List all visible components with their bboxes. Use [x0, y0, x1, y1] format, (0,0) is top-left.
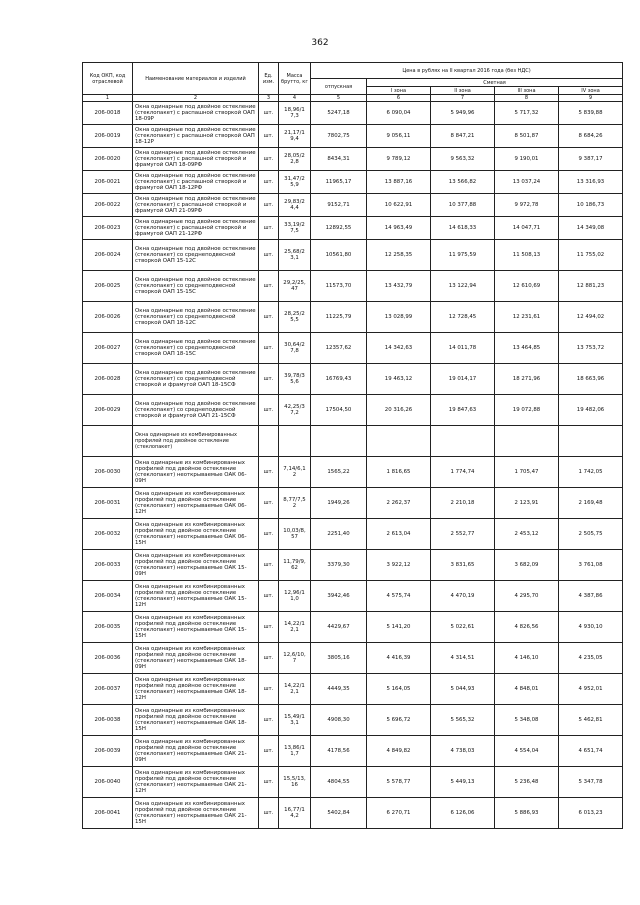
- cell-zone-4-price: 6 013,23: [559, 798, 623, 829]
- header-zone-1: I зона: [367, 87, 431, 95]
- column-number-row: [83, 95, 623, 102]
- table-row: [83, 125, 623, 148]
- cell-name: Окна одинарные из комбинированных профилей под двойное остекление (стеклопакет) неоткрываемые ОАК 06-09Н: [133, 457, 259, 488]
- header-unit: Ед. изм.: [259, 63, 279, 95]
- cell-name: Окна одинарные под двойное остекление (стеклопакет) с распашной створкой ОАП 18-09Р: [133, 102, 259, 125]
- cell-zone-4-price: 5 462,81: [559, 705, 623, 736]
- cell-zone-3-price: 14 047,71: [495, 217, 559, 240]
- cell-unit: шт.: [259, 705, 279, 736]
- cell-release-price: 1949,26: [311, 488, 367, 519]
- cell-mass: 15,5/13, 16: [279, 767, 311, 798]
- cell-unit: шт.: [259, 102, 279, 125]
- cell-release-price: 3379,30: [311, 550, 367, 581]
- cell-zone-1-price: 9 789,12: [367, 148, 431, 171]
- cell-code: 206-0040: [83, 767, 133, 798]
- empty-cell: [431, 426, 495, 457]
- cell-zone-2-price: 4 470,19: [431, 581, 495, 612]
- cell-zone-1-price: 14 963,49: [367, 217, 431, 240]
- cell-mass: 29,83/2 4,4: [279, 194, 311, 217]
- cell-name: Окна одинарные из комбинированных профилей под двойное остекление (стеклопакет) неоткрываемые ОАК 18-15Н: [133, 705, 259, 736]
- cell-unit: шт.: [259, 240, 279, 271]
- table-row: [83, 643, 623, 674]
- cell-release-price: 8434,31: [311, 148, 367, 171]
- cell-mass: 14,22/1 2,1: [279, 612, 311, 643]
- cell-zone-4-price: 4 651,74: [559, 736, 623, 767]
- cell-code: 206-0030: [83, 457, 133, 488]
- table-row: [83, 395, 623, 426]
- cell-zone-3-price: 3 682,09: [495, 550, 559, 581]
- table-body: [83, 102, 623, 829]
- cell-zone-2-price: 5 949,96: [431, 102, 495, 125]
- cell-zone-2-price: 4 314,51: [431, 643, 495, 674]
- cell-zone-3-price: 4 295,70: [495, 581, 559, 612]
- cell-zone-3-price: 5 886,93: [495, 798, 559, 829]
- cell-code: 206-0037: [83, 674, 133, 705]
- cell-zone-4-price: 4 952,01: [559, 674, 623, 705]
- cell-code: 206-0028: [83, 364, 133, 395]
- cell-code: 206-0021: [83, 171, 133, 194]
- cell-zone-1-price: 19 463,12: [367, 364, 431, 395]
- column-number: 1: [83, 95, 133, 102]
- cell-zone-1-price: 1 816,65: [367, 457, 431, 488]
- cell-zone-3-price: 4 146,10: [495, 643, 559, 674]
- header-zone-2: II зона: [431, 87, 495, 95]
- cell-zone-1-price: 5 578,77: [367, 767, 431, 798]
- table-row: [83, 240, 623, 271]
- table-row: [83, 171, 623, 194]
- cell-zone-3-price: 4 826,56: [495, 612, 559, 643]
- table-row: [83, 302, 623, 333]
- cell-zone-4-price: 19 482,06: [559, 395, 623, 426]
- table-row: [83, 488, 623, 519]
- cell-zone-1-price: 5 164,05: [367, 674, 431, 705]
- cell-mass: 10,03/8, 57: [279, 519, 311, 550]
- cell-zone-4-price: 5 347,78: [559, 767, 623, 798]
- cell-zone-2-price: 5 565,32: [431, 705, 495, 736]
- cell-zone-4-price: 13 316,93: [559, 171, 623, 194]
- cell-release-price: 11573,70: [311, 271, 367, 302]
- cell-unit: шт.: [259, 798, 279, 829]
- cell-zone-4-price: 10 186,73: [559, 194, 623, 217]
- cell-name: Окна одинарные из комбинированных профилей под двойное остекление (стеклопакет) неоткрываемые ОАК 18-12Н: [133, 674, 259, 705]
- cell-mass: 13,86/1 1,7: [279, 736, 311, 767]
- cell-mass: 12,96/1 1,0: [279, 581, 311, 612]
- cell-zone-3-price: 2 123,91: [495, 488, 559, 519]
- cell-zone-4-price: 2 169,48: [559, 488, 623, 519]
- table-row: [83, 364, 623, 395]
- cell-zone-1-price: 4 849,82: [367, 736, 431, 767]
- cell-unit: шт.: [259, 519, 279, 550]
- table-header: [83, 63, 623, 102]
- cell-zone-2-price: 2 210,18: [431, 488, 495, 519]
- cell-name: Окна одинарные из комбинированных профилей под двойное остекление (стеклопакет) неоткрываемые ОАК 15-12Н: [133, 581, 259, 612]
- cell-name: Окна одинарные из комбинированных профилей под двойное остекление (стеклопакет) неоткрываемые ОАК 06-12Н: [133, 488, 259, 519]
- cell-zone-2-price: 1 774,74: [431, 457, 495, 488]
- table-row: [83, 767, 623, 798]
- cell-zone-1-price: 6 090,04: [367, 102, 431, 125]
- cell-code: 206-0024: [83, 240, 133, 271]
- table-row: [83, 194, 623, 217]
- cell-mass: 28,05/2 2,8: [279, 148, 311, 171]
- empty-cell: [83, 426, 133, 457]
- cell-release-price: 4429,67: [311, 612, 367, 643]
- empty-cell: [495, 426, 559, 457]
- cell-zone-4-price: 8 684,26: [559, 125, 623, 148]
- header-name: Наименование материалов и изделий: [133, 63, 259, 95]
- cell-name: Окна одинарные из комбинированных профилей под двойное остекление (стеклопакет) неоткрываемые ОАК 15-09Н: [133, 550, 259, 581]
- cell-zone-2-price: 5 022,61: [431, 612, 495, 643]
- cell-code: 206-0035: [83, 612, 133, 643]
- cell-zone-2-price: 11 975,59: [431, 240, 495, 271]
- cell-zone-4-price: 9 387,17: [559, 148, 623, 171]
- cell-name: Окна одинарные под двойное остекление (стеклопакет) с распашной створкой и фрамугой ОАП 18-09РФ: [133, 148, 259, 171]
- cell-zone-1-price: 3 922,12: [367, 550, 431, 581]
- cell-unit: шт.: [259, 171, 279, 194]
- cell-mass: 28,25/2 5,5: [279, 302, 311, 333]
- cell-unit: шт.: [259, 395, 279, 426]
- cell-mass: 16,77/1 4,2: [279, 798, 311, 829]
- cell-zone-2-price: 10 377,88: [431, 194, 495, 217]
- cell-code: 206-0026: [83, 302, 133, 333]
- cell-unit: шт.: [259, 302, 279, 333]
- cell-zone-4-price: 2 505,75: [559, 519, 623, 550]
- cell-release-price: 4449,35: [311, 674, 367, 705]
- cell-unit: шт.: [259, 581, 279, 612]
- cell-code: 206-0029: [83, 395, 133, 426]
- cell-zone-2-price: 5 449,13: [431, 767, 495, 798]
- page-number: 362: [311, 38, 329, 48]
- cell-mass: 21,17/1 9,4: [279, 125, 311, 148]
- cell-unit: шт.: [259, 194, 279, 217]
- cell-zone-3-price: 12 231,61: [495, 302, 559, 333]
- cell-name: Окна одинарные под двойное остекление (стеклопакет) со среднеподвесной створкой ОАП 15-15С: [133, 271, 259, 302]
- cell-zone-4-price: 1 742,05: [559, 457, 623, 488]
- cell-zone-2-price: 13 566,82: [431, 171, 495, 194]
- cell-zone-3-price: 5 717,32: [495, 102, 559, 125]
- cell-code: 206-0018: [83, 102, 133, 125]
- cell-unit: шт.: [259, 488, 279, 519]
- cell-name: Окна одинарные под двойное остекление (стеклопакет) с распашной створкой и фрамугой ОАП 21-12РФ: [133, 217, 259, 240]
- column-number: 4: [279, 95, 311, 102]
- cell-zone-1-price: 10 622,91: [367, 194, 431, 217]
- cell-release-price: 17504,50: [311, 395, 367, 426]
- table-row: [83, 550, 623, 581]
- header-zone-4: IV зона: [559, 87, 623, 95]
- cell-zone-3-price: 19 072,88: [495, 395, 559, 426]
- cell-zone-3-price: 5 236,48: [495, 767, 559, 798]
- cell-zone-3-price: 5 348,08: [495, 705, 559, 736]
- cell-release-price: 3805,16: [311, 643, 367, 674]
- cell-name: Окна одинарные из комбинированных профилей под двойное остекление (стеклопакет) неоткрываемые ОАК 21-09Н: [133, 736, 259, 767]
- cell-release-price: 9152,71: [311, 194, 367, 217]
- cell-name: Окна одинарные из комбинированных профилей под двойное остекление (стеклопакет) неоткрываемые ОАК 15-15Н: [133, 612, 259, 643]
- table-row: [83, 705, 623, 736]
- cell-release-price: 12357,62: [311, 333, 367, 364]
- cell-code: 206-0033: [83, 550, 133, 581]
- table-row: [83, 333, 623, 364]
- cell-unit: шт.: [259, 736, 279, 767]
- cell-code: 206-0039: [83, 736, 133, 767]
- cell-unit: шт.: [259, 148, 279, 171]
- column-number: 5: [311, 95, 367, 102]
- table-row: [83, 736, 623, 767]
- cell-mass: 7,14/6,1 2: [279, 457, 311, 488]
- cell-unit: шт.: [259, 364, 279, 395]
- cell-mass: 31,47/2 5,9: [279, 171, 311, 194]
- cell-zone-4-price: 12 494,02: [559, 302, 623, 333]
- empty-cell: [311, 426, 367, 457]
- header-price-group: Цена в рублях на II квартал 2016 года (без НДС): [311, 63, 623, 79]
- header-release: отпускная: [311, 79, 367, 95]
- cell-zone-1-price: 6 270,71: [367, 798, 431, 829]
- cell-zone-3-price: 8 501,87: [495, 125, 559, 148]
- cell-name: Окна одинарные под двойное остекление (стеклопакет) со среднеподвесной створкой ОАП 15-12С: [133, 240, 259, 271]
- empty-cell: [559, 426, 623, 457]
- cell-zone-4-price: 4 930,10: [559, 612, 623, 643]
- table-row: [83, 519, 623, 550]
- cell-unit: шт.: [259, 333, 279, 364]
- cell-zone-2-price: 9 563,32: [431, 148, 495, 171]
- cell-zone-1-price: 4 416,39: [367, 643, 431, 674]
- cell-release-price: 2251,40: [311, 519, 367, 550]
- cell-name: Окна одинарные под двойное остекление (стеклопакет) со среднеподвесной створкой ОАП 18-12С: [133, 302, 259, 333]
- cell-zone-4-price: 4 387,86: [559, 581, 623, 612]
- cell-zone-4-price: 13 753,72: [559, 333, 623, 364]
- cell-unit: шт.: [259, 767, 279, 798]
- cell-release-price: 3942,46: [311, 581, 367, 612]
- cell-zone-2-price: 2 552,77: [431, 519, 495, 550]
- cell-zone-3-price: 4 848,01: [495, 674, 559, 705]
- column-number: 8: [495, 95, 559, 102]
- cell-mass: 12,6/10, 7: [279, 643, 311, 674]
- cell-release-price: 12892,55: [311, 217, 367, 240]
- header-mass: Масса брутто, кг: [279, 63, 311, 95]
- cell-zone-1-price: 2 262,37: [367, 488, 431, 519]
- cell-unit: шт.: [259, 550, 279, 581]
- cell-code: 206-0038: [83, 705, 133, 736]
- cell-release-price: 7802,75: [311, 125, 367, 148]
- cell-unit: шт.: [259, 674, 279, 705]
- cell-zone-1-price: 5 141,20: [367, 612, 431, 643]
- cell-code: 206-0019: [83, 125, 133, 148]
- cell-zone-2-price: 3 831,65: [431, 550, 495, 581]
- cell-mass: 18,96/1 7,3: [279, 102, 311, 125]
- cell-name: Окна одинарные из комбинированных профилей под двойное остекление (стеклопакет) неоткрываемые ОАК 06-15Н: [133, 519, 259, 550]
- cell-zone-1-price: 13 028,99: [367, 302, 431, 333]
- cell-mass: 39,78/3 5,6: [279, 364, 311, 395]
- cell-release-price: 16769,43: [311, 364, 367, 395]
- cell-zone-2-price: 5 044,93: [431, 674, 495, 705]
- cell-zone-2-price: 8 847,21: [431, 125, 495, 148]
- cell-zone-1-price: 12 258,35: [367, 240, 431, 271]
- column-number: 3: [259, 95, 279, 102]
- cell-mass: 14,22/1 2,1: [279, 674, 311, 705]
- price-table: [82, 62, 623, 829]
- cell-zone-4-price: 11 755,02: [559, 240, 623, 271]
- cell-zone-1-price: 9 056,11: [367, 125, 431, 148]
- table-row: [83, 217, 623, 240]
- cell-code: 206-0031: [83, 488, 133, 519]
- section-row: [83, 426, 623, 457]
- cell-mass: 8,77/7,5 2: [279, 488, 311, 519]
- column-number: 2: [133, 95, 259, 102]
- cell-unit: шт.: [259, 271, 279, 302]
- cell-mass: 15,49/1 3,1: [279, 705, 311, 736]
- cell-code: 206-0041: [83, 798, 133, 829]
- cell-mass: 30,64/2 7,8: [279, 333, 311, 364]
- cell-release-price: 5402,84: [311, 798, 367, 829]
- cell-release-price: 11965,17: [311, 171, 367, 194]
- cell-release-price: 11225,79: [311, 302, 367, 333]
- cell-release-price: 5247,18: [311, 102, 367, 125]
- cell-name: Окна одинарные под двойное остекление (стеклопакет) со среднеподвесной створкой и фрамугой ОАП 18-15СФ: [133, 364, 259, 395]
- cell-unit: шт.: [259, 217, 279, 240]
- table-row: [83, 581, 623, 612]
- cell-name: Окна одинарные из комбинированных профилей под двойное остекление (стеклопакет) неоткрываемые ОАК 21-12Н: [133, 767, 259, 798]
- cell-zone-2-price: 14 011,78: [431, 333, 495, 364]
- cell-zone-1-price: 2 613,04: [367, 519, 431, 550]
- column-number: 9: [559, 95, 623, 102]
- column-number: 6: [367, 95, 431, 102]
- cell-release-price: 4908,30: [311, 705, 367, 736]
- cell-unit: шт.: [259, 125, 279, 148]
- cell-zone-4-price: 18 663,96: [559, 364, 623, 395]
- cell-zone-4-price: 4 235,05: [559, 643, 623, 674]
- cell-zone-2-price: 6 126,06: [431, 798, 495, 829]
- cell-unit: шт.: [259, 612, 279, 643]
- cell-zone-4-price: 12 881,23: [559, 271, 623, 302]
- cell-release-price: 1565,22: [311, 457, 367, 488]
- empty-cell: [259, 426, 279, 457]
- cell-zone-2-price: 14 618,33: [431, 217, 495, 240]
- cell-zone-4-price: 14 349,08: [559, 217, 623, 240]
- cell-zone-3-price: 12 610,69: [495, 271, 559, 302]
- cell-mass: 42,25/3 7,2: [279, 395, 311, 426]
- cell-mass: 11,79/9, 62: [279, 550, 311, 581]
- table-row: [83, 457, 623, 488]
- cell-code: 206-0036: [83, 643, 133, 674]
- cell-release-price: 4178,56: [311, 736, 367, 767]
- cell-name: Окна одинарные под двойное остекление (стеклопакет) со среднеподвесной створкой и фрамугой ОАП 21-15СФ: [133, 395, 259, 426]
- cell-zone-3-price: 2 453,12: [495, 519, 559, 550]
- table-row: [83, 674, 623, 705]
- empty-cell: [279, 426, 311, 457]
- section-title: Окна одинарные из комбинированных профилей под двойное остекление (стеклопакет): [133, 426, 259, 457]
- cell-mass: 25,68/2 3,1: [279, 240, 311, 271]
- cell-zone-3-price: 13 037,24: [495, 171, 559, 194]
- cell-zone-3-price: 4 554,04: [495, 736, 559, 767]
- table-row: [83, 798, 623, 829]
- cell-code: 206-0020: [83, 148, 133, 171]
- cell-zone-1-price: 14 342,63: [367, 333, 431, 364]
- header-estimate: Сметная: [367, 79, 623, 87]
- cell-release-price: 4804,55: [311, 767, 367, 798]
- cell-zone-3-price: 11 508,13: [495, 240, 559, 271]
- cell-code: 206-0027: [83, 333, 133, 364]
- cell-name: Окна одинарные под двойное остекление (стеклопакет) со среднеподвесной створкой ОАП 18-15С: [133, 333, 259, 364]
- cell-zone-3-price: 9 190,01: [495, 148, 559, 171]
- cell-unit: шт.: [259, 643, 279, 674]
- cell-mass: 29,2/25, 47: [279, 271, 311, 302]
- cell-unit: шт.: [259, 457, 279, 488]
- cell-zone-1-price: 5 696,72: [367, 705, 431, 736]
- cell-name: Окна одинарные под двойное остекление (стеклопакет) с распашной створкой и фрамугой ОАП 18-12РФ: [133, 171, 259, 194]
- header-code: Код ОКП, код отраслевой: [83, 63, 133, 95]
- cell-code: 206-0032: [83, 519, 133, 550]
- table-row: [83, 148, 623, 171]
- cell-zone-2-price: 13 122,94: [431, 271, 495, 302]
- cell-name: Окна одинарные под двойное остекление (стеклопакет) с распашной створкой ОАП 18-12Р: [133, 125, 259, 148]
- cell-zone-3-price: 1 705,47: [495, 457, 559, 488]
- column-number: 7: [431, 95, 495, 102]
- cell-zone-2-price: 19 847,63: [431, 395, 495, 426]
- cell-zone-4-price: 3 761,08: [559, 550, 623, 581]
- cell-zone-1-price: 4 575,74: [367, 581, 431, 612]
- table-row: [83, 102, 623, 125]
- cell-zone-2-price: 4 738,03: [431, 736, 495, 767]
- cell-zone-4-price: 5 839,88: [559, 102, 623, 125]
- cell-zone-2-price: 19 014,17: [431, 364, 495, 395]
- cell-zone-3-price: 18 271,96: [495, 364, 559, 395]
- cell-name: Окна одинарные из комбинированных профилей под двойное остекление (стеклопакет) неоткрываемые ОАК 18-09Н: [133, 643, 259, 674]
- cell-release-price: 10561,80: [311, 240, 367, 271]
- empty-cell: [367, 426, 431, 457]
- cell-zone-3-price: 9 972,78: [495, 194, 559, 217]
- cell-zone-1-price: 13 432,79: [367, 271, 431, 302]
- table-row: [83, 612, 623, 643]
- cell-zone-1-price: 20 316,26: [367, 395, 431, 426]
- cell-code: 206-0022: [83, 194, 133, 217]
- header-zone-3: III зона: [495, 87, 559, 95]
- cell-zone-3-price: 13 464,85: [495, 333, 559, 364]
- cell-mass: 33,19/2 7,5: [279, 217, 311, 240]
- cell-code: 206-0034: [83, 581, 133, 612]
- cell-zone-2-price: 12 728,45: [431, 302, 495, 333]
- cell-code: 206-0025: [83, 271, 133, 302]
- cell-code: 206-0023: [83, 217, 133, 240]
- cell-name: Окна одинарные из комбинированных профилей под двойное остекление (стеклопакет) неоткрываемые ОАК 21-15Н: [133, 798, 259, 829]
- table-row: [83, 271, 623, 302]
- cell-name: Окна одинарные под двойное остекление (стеклопакет) с распашной створкой и фрамугой ОАП 21-09РФ: [133, 194, 259, 217]
- cell-zone-1-price: 13 887,16: [367, 171, 431, 194]
